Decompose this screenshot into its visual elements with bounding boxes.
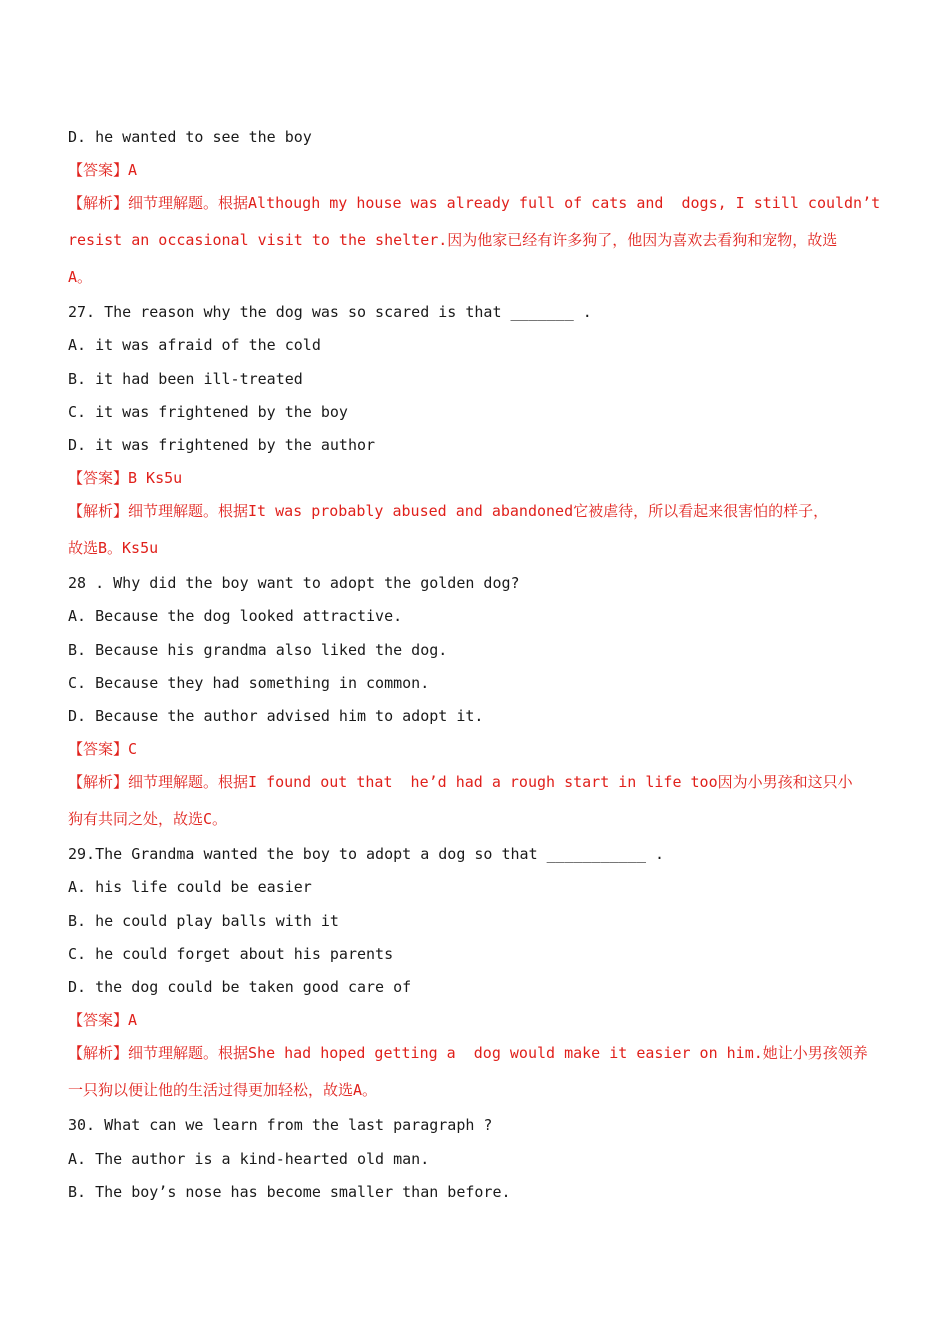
answer-q26: 【答案】A xyxy=(68,161,138,179)
explanation-q28-line1: 【解析】细节理解题。根据I found out that he’d had a rough start in life too因为小男孩和这只小 xyxy=(68,773,853,791)
option-d-q27: D. it was frightened by the author xyxy=(68,436,376,454)
answer-q28: 【答案】C xyxy=(68,740,138,758)
option-a-q27: A. it was afraid of the cold xyxy=(68,336,321,354)
explanation-q29-line1: 【解析】细节理解题。根据She had hoped getting a dog would make it easier on him.她让小男孩领养 xyxy=(68,1044,868,1062)
explanation-q27-line2: 故选B。Ks5u xyxy=(68,539,159,557)
question-30: 30. What can we learn from the last paragraph ? xyxy=(68,1116,493,1134)
question-29: 29.The Grandma wanted the boy to adopt a dog so that ___________ . xyxy=(68,845,665,863)
option-c-q27: C. it was frightened by the boy xyxy=(68,403,348,421)
option-b-q28: B. Because his grandma also liked the dog. xyxy=(68,641,448,659)
option-d-q26: D. he wanted to see the boy xyxy=(68,128,312,146)
answer-q27: 【答案】B Ks5u xyxy=(68,469,183,487)
explanation-q26-line1: 【解析】细节理解题。根据Although my house was already full of cats and dogs, I still couldn’t xyxy=(68,194,881,212)
option-d-q29: D. the dog could be taken good care of xyxy=(68,978,412,996)
option-d-q28: D. Because the author advised him to adopt it. xyxy=(68,707,484,725)
option-b-q30: B. The boy’s nose has become smaller than before. xyxy=(68,1183,511,1201)
option-a-q30: A. The author is a kind-hearted old man. xyxy=(68,1150,430,1168)
option-b-q29: B. he could play balls with it xyxy=(68,912,339,930)
answer-q29: 【答案】A xyxy=(68,1011,138,1029)
explanation-q29-line2: 一只狗以便让他的生活过得更加轻松，故选A。 xyxy=(68,1081,378,1099)
option-c-q28: C. Because they had something in common. xyxy=(68,674,430,692)
question-27: 27. The reason why the dog was so scared is that _______ . xyxy=(68,303,592,321)
question-28: 28 . Why did the boy want to adopt the golden dog? xyxy=(68,574,520,592)
option-a-q29: A. his life could be easier xyxy=(68,878,312,896)
option-a-q28: A. Because the dog looked attractive. xyxy=(68,607,403,625)
option-c-q29: C. he could forget about his parents xyxy=(68,945,394,963)
option-b-q27: B. it had been ill-treated xyxy=(68,370,303,388)
explanation-q26-line2: resist an occasional visit to the shelter.因为他家已经有许多狗了，他因为喜欢去看狗和宠物，故选 xyxy=(68,231,838,249)
explanation-q26-line3: A。 xyxy=(68,268,93,286)
explanation-q28-line2: 狗有共同之处，故选C。 xyxy=(68,810,228,828)
explanation-q27-line1: 【解析】细节理解题。根据It was probably abused and abandoned它被虐待，所以看起来很害怕的样子， xyxy=(68,502,829,520)
